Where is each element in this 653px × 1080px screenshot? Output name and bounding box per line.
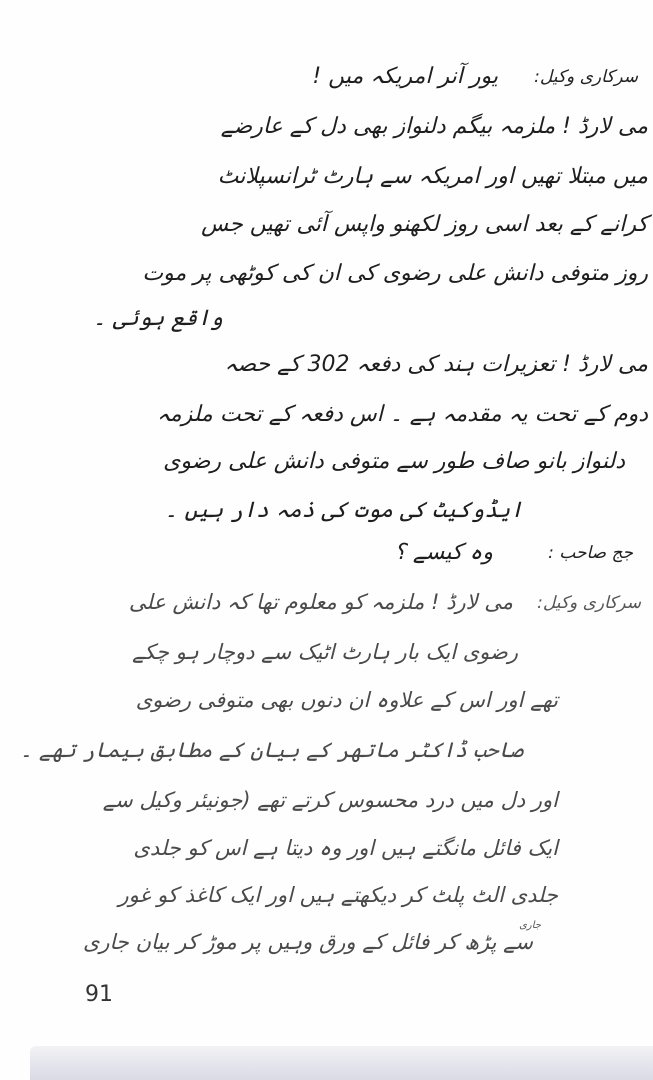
page-number: 91 [85,982,113,1007]
text-line-11: وہ کیسے ؟ [394,540,493,565]
speaker-judge: جج صاحب : [548,543,633,563]
text-line-2: می لارڈ ! ملزمہ بیگم دلنواز بھی دل کے عارضے [220,114,648,139]
speaker-prosecutor-1: سرکاری وکیل: [534,67,638,87]
text-line-4: کرانے کے بعد اسی روز لکھنو واپس آئی تھیں جس [201,212,648,237]
text-line-5: روز متوفی دانش علی رضوی کی ان کی کوٹھی پر موت [142,261,648,286]
text-line-10: ایڈوکیٹ کی موت کی ذمہ دار ہیں ۔ [164,498,523,523]
text-line-12: می لارڈ ! ملزمہ کو معلوم تھا کہ دانش علی [128,590,513,614]
text-line-18: جلدی الٹ پلٹ کر دیکھتے ہیں اور ایک کاغذ کو غور [118,883,558,907]
speaker-prosecutor-2: سرکاری وکیل: [537,593,641,613]
text-line-13: رضوی ایک بار ہارٹ اٹیک سے دوچار ہو چکے [132,640,518,664]
margin-note: جاری [519,920,541,931]
page-bottom-shadow [30,1046,653,1080]
text-line-14: تھے اور اس کے علاوہ ان دنوں بھی متوفی رضوی [135,688,558,712]
text-line-16: اور دل میں درد محسوس کرتے تھے (جونیئر وکیل سے [102,788,558,812]
text-line-17: ایک فائل مانگتے ہیں اور وہ دیتا ہے اس کو جلدی [133,836,558,860]
text-line-8: دوم کے تحت یہ مقدمہ ہے ۔ اس دفعہ کے تحت ملزمہ [156,402,648,427]
text-line-7: می لارڈ ! تعزیرات ہند کی دفعہ 302 کے حصہ [224,352,648,377]
text-line-6: واقع ہوئی ۔ [92,306,223,331]
text-line-19: سے پڑھ کر فائل کے ورق وہیں پر موڑ کر بیان جاری [82,930,533,954]
text-line-1: یور آنر امریکہ میں ! [312,64,498,89]
text-line-3: میں مبتلا تھیں اور امریکہ سے ہارٹ ٹرانسپلانٹ [217,164,648,189]
text-line-15: صاحب ڈاکٹر ماتھر کے بیان کے مطابق بیمار تھے ۔ [19,738,523,762]
text-line-9: دلنواز بانو صاف طور سے متوفی دانش علی رضوی [163,449,625,474]
